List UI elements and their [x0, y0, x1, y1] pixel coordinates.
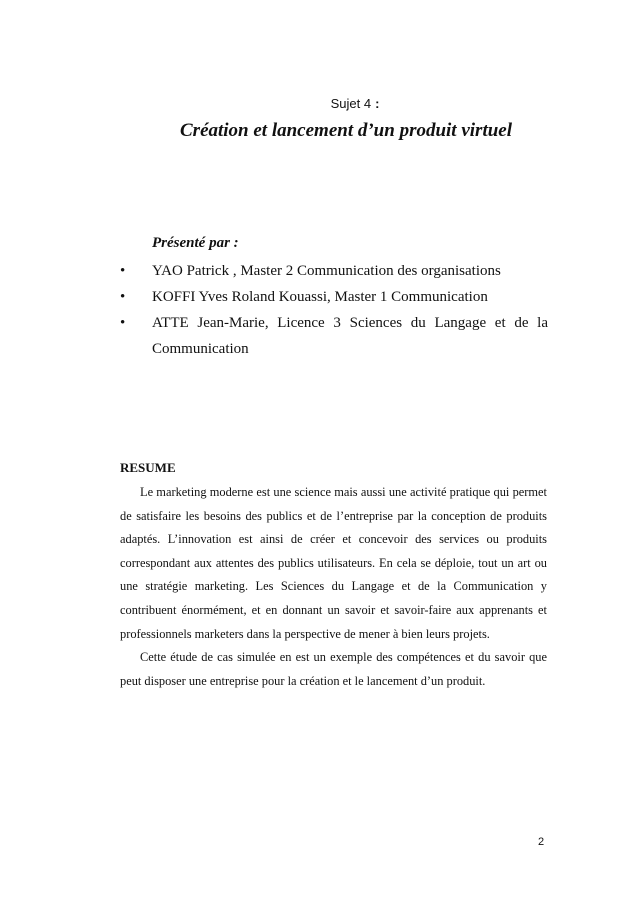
- resume-paragraph: Le marketing moderne est une science mais aussi une activité pratique qui permet de satisfaire les besoins des publics et de l’entreprise par la conception de produits adaptés. L’innovation est ainsi de créer et concevoir des services ou produits correspondant aux attentes des publics utilisateurs. En cela se déploie, tout un art ou une stratégie marketing. Les Sciences du Langage et de la Communication y contribuent énormément, et en donnant un savoir et savoir-faire aux apprenants et professionnels marketers dans la perspective de mener à bien leurs projets.: [120, 485, 547, 641]
- bullet-icon: •: [120, 289, 126, 305]
- subject-heading: [0, 96, 638, 111]
- bullet-icon: •: [120, 263, 126, 279]
- resume-heading: RESUME: [120, 460, 176, 475]
- page-number: 2: [538, 836, 545, 848]
- document-title: Création et lancement d’un produit virtuel: [180, 120, 512, 141]
- resume-paragraph: Cette étude de cas simulée en est un exemple des compétences et du savoir que peut disposer une entreprise pour la création et le lancement d’un produit.: [120, 650, 547, 688]
- resume-body: [120, 481, 547, 693]
- author-text: YAO Patrick , Master 2 Communication des organisations: [152, 263, 501, 279]
- authors-list: [118, 258, 548, 362]
- author-item: [118, 284, 548, 310]
- presented-by-label: Présenté par :: [152, 235, 239, 251]
- bullet-icon: •: [120, 315, 126, 331]
- author-item: [118, 258, 548, 284]
- author-text: KOFFI Yves Roland Kouassi, Master 1 Communication: [152, 289, 488, 305]
- author-item: [118, 310, 548, 362]
- subject-colon: :: [375, 96, 380, 111]
- author-text: ATTE Jean-Marie, Licence 3 Sciences du Langage et de la Communication: [152, 315, 548, 357]
- subject-label: Sujet 4: [330, 96, 372, 111]
